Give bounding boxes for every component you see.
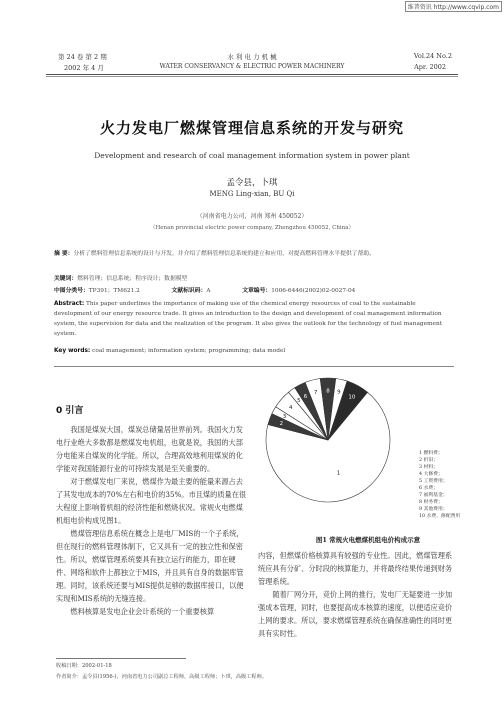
affiliation-cn: （河南省电力公司，河南 郑州 450052）: [196, 213, 308, 220]
article-no-label: 文章编号：: [242, 288, 272, 294]
keywords-cn: [54, 274, 454, 284]
header-volume-en: Vol.24 No.2: [413, 52, 452, 60]
footnote-received: 收稿日期：2002-01-18: [56, 663, 112, 669]
affiliation-en: （Henan provincial electric power company, Zhengzhou 450052, China）: [150, 225, 354, 231]
header-journal-cn: 水 利 电 力 机 械: [227, 53, 277, 61]
header-rule-thin: [46, 76, 458, 77]
authors-en: MENG Ling-xian, BU Qi: [209, 190, 295, 198]
abstract-cn-text: 分析了燃料管理信息系统的设计与开发，并介绍了燃料管理信息系统的建立和应用，对提高燃料管理水平提供了帮助。: [73, 251, 375, 257]
pie-label-5: 5: [297, 397, 301, 404]
classification-line: [54, 286, 454, 296]
abstract-en-label: Abstract:: [54, 301, 85, 307]
keywords-en-label: Key words:: [54, 348, 91, 354]
legend-item: 2 折旧；: [419, 458, 438, 463]
paper-title-en: Development and research of coal management information system in power plant: [94, 151, 410, 160]
header-rule: [46, 74, 458, 75]
legend-item: 10 水费、修配费用: [419, 514, 461, 519]
clc-label: 中图分类号：: [54, 288, 89, 294]
footnote-rule: [56, 658, 186, 659]
legend-item: 3 材料；: [419, 465, 438, 470]
legend-item: 6 水费；: [419, 486, 438, 491]
left-column: [56, 423, 248, 618]
keywords-cn-label: 关键词：: [54, 276, 78, 282]
legend-item: 9 其他费用；: [419, 507, 448, 512]
footnote-author: 作者简介：孟令县(1956-)，河南省电力公司副总工程师，高级工程师；卜琪，高级工程师。: [56, 674, 267, 680]
right-column: [258, 549, 456, 640]
pie-label-7: 7: [313, 389, 318, 396]
pie-label-10: 10: [348, 394, 356, 401]
keywords-en-text: coal management; information system; programming; data model: [92, 348, 286, 354]
pie-label-6: 6: [303, 393, 308, 400]
pie-label-1: 1: [336, 470, 341, 477]
pie-label-8: 8: [326, 388, 330, 395]
legend-item: 7 福利基金；: [419, 493, 448, 498]
paragraph: 燃煤管理信息系统在概念上是电厂MIS的一个子系统，但在现行的燃料管理体制下，它又具有一定的独立性和保密性。所以，燃煤管理系统要具有独立运行的能力，即在硬件、网络和软件上都独立于MIS，并且具有自身的数据库管理。同时，该系统还要与MIS提供足够的数据库接口，以便实现和MIS系统的无缝连接。: [56, 529, 244, 603]
figure-legend: [419, 450, 460, 520]
abstract-cn-label: 摘 要：: [54, 251, 74, 257]
authors-cn: 孟令县，卜琪: [226, 178, 278, 188]
paragraph: 内容，但燃煤价格核算具有较强的专业性。因此，燃煤管理系统应具有分矿、分时段的核算能力，并将最终结果传递到财务管理系统。: [258, 551, 453, 586]
paragraph: 随着厂网分开，竞价上网的推行，发电厂无疑要进一步加强成本管理，同时，也要提高成本核算的速度，以便适应竞价上网的要求。所以，要求燃煤管理系统在确保准确性的同时更具有实时性。: [258, 590, 453, 638]
pie-label-2: 2: [279, 421, 284, 428]
watermark: 维普资讯 http://www.cqvip.com: [405, 1, 502, 12]
doc-code-value: A: [206, 288, 211, 294]
paragraph: 我国是煤炭大国，煤炭总储量居世界前列。我国火力发电行业绝大多数都是燃煤发电机组，也就是说，我国的大部分电能来自煤炭的化学能。所以，合理高效地利用煤炭的化学能对我国能源行业的可持续发展是至关重要的。: [56, 425, 243, 473]
abstract-en: [54, 299, 454, 339]
article-no-value: 1006-6446(2002)02-0027-04: [271, 288, 356, 294]
doc-code-label: 文献标识码：: [171, 288, 207, 294]
figure-caption: 图1 常规火电燃煤机组电价构成示意: [315, 536, 421, 544]
header-volume-cn: 第 24 卷 第 2 期: [58, 53, 107, 61]
abstract-cn: [54, 249, 454, 259]
pie-label-9: 9: [337, 389, 341, 396]
legend-item: 8 财务费；: [419, 500, 443, 505]
legend-item: 1 燃料费；: [419, 451, 443, 456]
clc-value: TP391；TM621.2: [88, 288, 140, 294]
header-date-cn: 2002 年 4 月: [64, 64, 104, 72]
legend-item: 4 大修费；: [419, 472, 443, 477]
abstract-en-text: This paper underlines the importance of making use of the chemical energy resources of coal to the sustainable development of our energy resource trade. It gives an introduction to the design and development of coal management information system, the supervision for data and the realization of the program. It also gives the outlook for the technology of fuel management system.: [54, 301, 443, 337]
header-journal-en: WATER CONSERVANCY & ELECTRIC POWER MACHINERY: [159, 63, 345, 70]
header-date-en: Apr. 2002: [414, 63, 446, 71]
paragraph: 燃料核算是发电企业会计系统的一个重要核算: [70, 607, 215, 616]
pie-label-4: 4: [289, 405, 293, 412]
paragraph: 对于燃煤发电厂来说，燃煤作为最主要的能量来源占去了其发电成本的70%左右和电价的35%。市且煤的质量在很大程度上影响着机组的经济性能和燃烧状况。常规火电燃煤机组电价构成见图1。: [56, 477, 247, 525]
legend-item: 5 工资费用；: [419, 479, 448, 484]
paper-title: 火力发电厂燃煤管理信息系统的开发与研究: [99, 119, 404, 137]
keywords-cn-text: 燃料管理；信息系统；程序设计；数据模型: [77, 276, 188, 282]
pie-label-3: 3: [282, 414, 287, 421]
section-heading: 0 引言: [56, 406, 84, 416]
